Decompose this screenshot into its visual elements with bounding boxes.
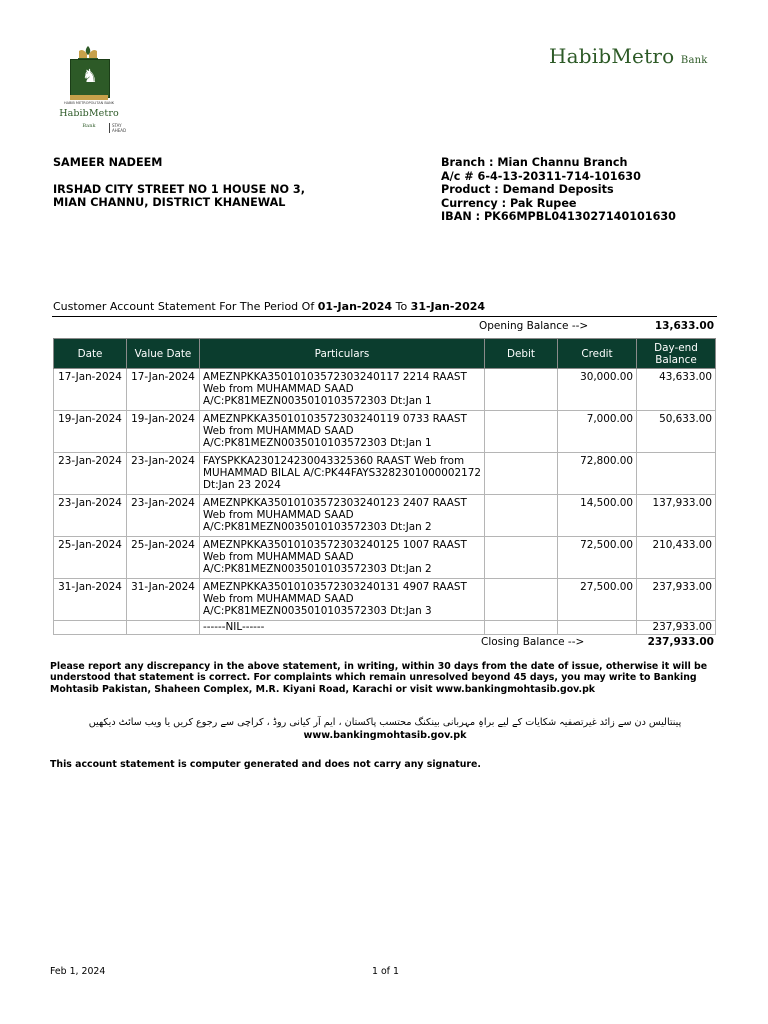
divider bbox=[52, 316, 717, 317]
header-value-date: Value Date bbox=[127, 339, 200, 369]
cell-debit bbox=[485, 495, 558, 537]
cell-particulars: AMEZNPKKA35010103572303240123 2407 RAAST Web from MUHAMMAD SAAD A/C:PK81MEZN0035010103572303 Dt:Jan 2 bbox=[200, 495, 485, 537]
cell-particulars: AMEZNPKKA35010103572303240117 2214 RAAST Web from MUHAMMAD SAAD A/C:PK81MEZN0035010103572303 Dt:Jan 1 bbox=[200, 369, 485, 411]
closing-balance-value: 237,933.00 bbox=[647, 636, 714, 648]
header-particulars: Particulars bbox=[200, 339, 485, 369]
table-row bbox=[54, 411, 716, 453]
table-row bbox=[54, 495, 716, 537]
cell-credit: 7,000.00 bbox=[558, 411, 637, 453]
cell-date: 19-Jan-2024 bbox=[54, 411, 127, 453]
cell-credit: 14,500.00 bbox=[558, 495, 637, 537]
cell-credit bbox=[558, 621, 637, 635]
cell-date: 23-Jan-2024 bbox=[54, 495, 127, 537]
cell-particulars: AMEZNPKKA35010103572303240125 1007 RAAST Web from MUHAMMAD SAAD A/C:PK81MEZN0035010103572303 Dt:Jan 2 bbox=[200, 537, 485, 579]
cell-debit bbox=[485, 369, 558, 411]
account-branch: Branch : Mian Channu Branch bbox=[441, 156, 628, 169]
cell-credit: 72,800.00 bbox=[558, 453, 637, 495]
customer-name: SAMEER NADEEM bbox=[53, 156, 163, 169]
cell-debit bbox=[485, 621, 558, 635]
statement-period bbox=[53, 300, 485, 313]
cell-value-date: 17-Jan-2024 bbox=[127, 369, 200, 411]
cell-value-date: 23-Jan-2024 bbox=[127, 453, 200, 495]
opening-balance-label: Opening Balance --> bbox=[479, 320, 589, 332]
account-iban: IBAN : PK66MPBL0413027140101630 bbox=[441, 210, 676, 223]
cell-date bbox=[54, 621, 127, 635]
opening-balance-value: 13,633.00 bbox=[654, 320, 714, 332]
logo-small-text: HABIB METROPOLITAN BANK bbox=[63, 101, 115, 105]
header-debit: Debit bbox=[485, 339, 558, 369]
cell-balance: 210,433.00 bbox=[637, 537, 716, 579]
table-row bbox=[54, 537, 716, 579]
cell-balance: 43,633.00 bbox=[637, 369, 716, 411]
footer-date: Feb 1, 2024 bbox=[50, 966, 106, 977]
cell-balance: 137,933.00 bbox=[637, 495, 716, 537]
table-row-nil bbox=[54, 621, 716, 635]
bank-logo-left bbox=[53, 45, 125, 131]
cell-debit bbox=[485, 453, 558, 495]
account-currency: Currency : Pak Rupee bbox=[441, 196, 577, 210]
header-date: Date bbox=[54, 339, 127, 369]
header-balance: Day-end Balance bbox=[637, 339, 716, 369]
account-product: Product : Demand Deposits bbox=[441, 183, 614, 196]
cell-particulars: AMEZNPKKA35010103572303240131 4907 RAAST Web from MUHAMMAD SAAD A/C:PK81MEZN0035010103572303 Dt:Jan 3 bbox=[200, 579, 485, 621]
cell-particulars: AMEZNPKKA35010103572303240119 0733 RAAST Web from MUHAMMAD SAAD A/C:PK81MEZN0035010103572303 Dt:Jan 1 bbox=[200, 411, 485, 453]
cell-particulars: FAYSPKKA230124230043325360 RAAST Web from MUHAMMAD BILAL A/C:PK44FAYS3282301000002172 Dt:Jan 23 2024 bbox=[200, 453, 485, 495]
closing-balance bbox=[52, 636, 717, 650]
cell-date: 23-Jan-2024 bbox=[54, 453, 127, 495]
logo-right-brand: HabibMetro bbox=[549, 44, 675, 68]
closing-balance-label: Closing Balance --> bbox=[481, 636, 585, 648]
mohtasib-link[interactable]: www.bankingmohtasib.gov.pk bbox=[303, 730, 467, 741]
cell-credit: 27,500.00 bbox=[558, 579, 637, 621]
transactions-table bbox=[53, 338, 716, 635]
table-row bbox=[54, 369, 716, 411]
computer-generated-note: This account statement is computer generated and does not carry any signature. bbox=[50, 759, 481, 770]
customer-address-line2: MIAN CHANNU, DISTRICT KHANEWAL bbox=[53, 196, 286, 209]
table-header-row bbox=[54, 339, 716, 369]
table-row bbox=[54, 453, 716, 495]
account-info bbox=[441, 156, 676, 224]
cell-balance: 50,633.00 bbox=[637, 411, 716, 453]
cell-balance: 237,933.00 bbox=[637, 621, 716, 635]
period-to: 31-Jan-2024 bbox=[410, 300, 486, 313]
urdu-note: پینتالیس دن سے زائد غیرتصفیہ شکایات کے لیے براہِ مہربانی بینکنگ محتسب پاکستان ، ایم آر کیانی روڈ ، کراچی سے رجوع کریں یا ویب سائٹ دیکھیں bbox=[88, 717, 682, 728]
cell-particulars: ------NIL------ bbox=[200, 621, 485, 635]
cell-credit: 72,500.00 bbox=[558, 537, 637, 579]
cell-balance: 237,933.00 bbox=[637, 579, 716, 621]
cell-value-date: 19-Jan-2024 bbox=[127, 411, 200, 453]
cell-debit bbox=[485, 579, 558, 621]
logo-strip bbox=[70, 95, 108, 100]
cell-value-date bbox=[127, 621, 200, 635]
cell-credit: 30,000.00 bbox=[558, 369, 637, 411]
account-number: A/c # 6-4-13-20311-714-101630 bbox=[441, 169, 641, 183]
opening-balance bbox=[52, 320, 717, 334]
cell-value-date: 23-Jan-2024 bbox=[127, 495, 200, 537]
logo-tagline: STAY AHEAD bbox=[109, 123, 126, 133]
period-to-word: To bbox=[392, 300, 411, 313]
cell-value-date: 25-Jan-2024 bbox=[127, 537, 200, 579]
logo-right-suffix: Bank bbox=[680, 55, 708, 66]
cell-date: 17-Jan-2024 bbox=[54, 369, 127, 411]
period-prefix: Customer Account Statement For The Period Of bbox=[53, 300, 318, 313]
logo-brand-text: HabibMetro Bank bbox=[59, 108, 119, 129]
header-credit: Credit bbox=[558, 339, 637, 369]
customer-address-line1: IRSHAD CITY STREET NO 1 HOUSE NO 3, bbox=[53, 183, 305, 196]
bank-logo-right bbox=[549, 44, 708, 68]
table-row bbox=[54, 579, 716, 621]
cell-balance bbox=[637, 453, 716, 495]
cell-value-date: 31-Jan-2024 bbox=[127, 579, 200, 621]
lion-icon: ♞ bbox=[81, 66, 99, 87]
cell-debit bbox=[485, 537, 558, 579]
cell-debit bbox=[485, 411, 558, 453]
period-from: 01-Jan-2024 bbox=[317, 300, 393, 313]
logo-emblem bbox=[70, 59, 110, 98]
footer-page-number: 1 of 1 bbox=[372, 966, 399, 977]
cell-date: 25-Jan-2024 bbox=[54, 537, 127, 579]
cell-date: 31-Jan-2024 bbox=[54, 579, 127, 621]
discrepancy-note: Please report any discrepancy in the above statement, in writing, within 30 days from the date of issue, otherwise it will be understood that statement is correct. For complaints which remain unresolved beyond 45 days, you may write to Banking Mohtasib Pakistan, Shaheen Complex, M.R. Kiyani Road, Karachi or visit www.bankingmohtasib.gov.pk bbox=[50, 661, 708, 695]
